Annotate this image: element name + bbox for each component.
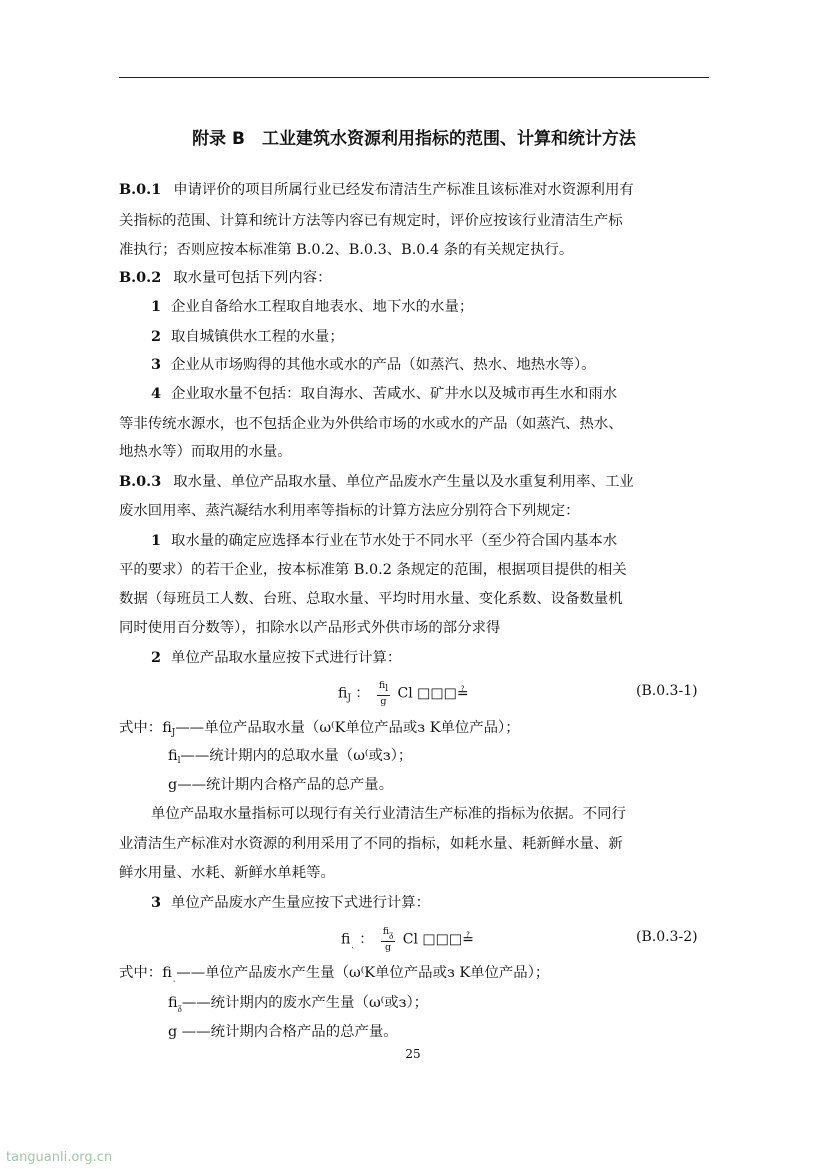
b03-item-1-line-4: 同时使用百分数等），扣除水以产品形式外供市场的部分求得 [119, 620, 501, 636]
b03-para-line-2: 业清洁生产标准对水资源的利用采用了不同的指标，如耗水量、耗新鲜水量、新 [119, 836, 623, 852]
formula-b032: $fi_ͺ$ ： $\frac{\text{fiᵹ}}{g}$ Cl □□□≟ [341, 926, 474, 953]
b03-para-line-1: 单位产品取水量指标可以现行有关行业清洁生产标准的指标为依据。不同行 [151, 806, 626, 822]
b02-item-3: 3 企业从市场购得的其他水或水的产品（如蒸汽、热水、地热水等）。 [151, 356, 596, 373]
formula-b032-number: (B.0.3-2) [636, 929, 698, 945]
b03-line-1: B.0.3 取水量、单位产品取水量、单位产品废水产生量以及水重复利用率、工业 [119, 473, 634, 490]
b03-item-1-line-3: 数据（每班员工人数、台班、总取水量、平均时用水量、变化系数、设备数量机 [119, 591, 623, 607]
formula-b031-number: (B.0.3-1) [636, 683, 698, 699]
b03-item-1-line-2: 平的要求）的若干企业，按本标准第 B.0.2 条规定的范围，根据项目提供的相关 [119, 562, 627, 578]
b01-line-1: B.0.1 申请评价的项目所属行业已经发布清洁生产标准且该标准对水资源利用有 [119, 181, 634, 198]
b032-def-3: g ——统计期内合格产品的总产量。 [168, 1024, 398, 1040]
header-rule [119, 77, 709, 78]
b01-line-2: 关指标的范围、计算和统计方法等内容已有规定时，评价应按该行业清洁生产标 [119, 213, 623, 229]
b02-item-4-line-2: 等非传统水源水，也不包括企业为外供给市场的水或水的产品（如蒸汽、热水、 [119, 416, 623, 432]
b01-number: B.0.1 [119, 181, 162, 198]
b03-number: B.0.3 [119, 473, 162, 490]
b02-number: B.0.2 [119, 269, 162, 286]
b02-item-2: 2 取自城镇供水工程的水量； [151, 328, 344, 345]
b03-item-3: 3 单位产品废水产生量应按下式进行计算： [151, 894, 431, 911]
b02-item-4-line-3: 地热水等）而取用的水量。 [119, 444, 292, 460]
b032-def-2: $fi_ᵹ——$统计期内的废水产生量（ω⁽或з）； [168, 995, 429, 1013]
b031-def-3: g——统计期内合格产品的总产量。 [168, 777, 394, 793]
appendix-title: 附录 B 工业建筑水资源利用指标的范围、计算和统计方法 [192, 129, 636, 149]
b02-item-1: 1 企业自备给水工程取自地表水、地下水的水量； [151, 298, 474, 315]
b02-line: B.0.2 取水量可包括下列内容： [119, 269, 332, 286]
b03-item-2: 2 单位产品取水量应按下式进行计算： [151, 649, 402, 666]
formula-b031: $fi_J$ ： $\frac{\text{fil}}{g}$ Cl □□□≟ [338, 680, 469, 707]
b02-item-4-line-1: 4 企业取水量不包括：取自海水、苦咸水、矿井水以及城市再生水和雨水 [151, 385, 618, 402]
formula-b032-fraction: $\frac{\text{fiᵹ}}{g}$ [382, 926, 394, 953]
b03-para-line-3: 鲜水用量、水耗、新鲜水单耗等。 [119, 865, 335, 881]
formula-b031-fraction: $\frac{\text{fil}}{g}$ [378, 680, 389, 707]
b031-def-2: $fi_l——$统计期内的总取水量（ω⁽或з）； [168, 748, 413, 766]
b03-item-1-line-1: 1 取水量的确定应选择本行业在节水处于不同水平（至少符合国内基本水 [151, 532, 618, 549]
page-number: 25 [405, 1047, 421, 1061]
b032-def-1: 式中：$fi_ͺ——$单位产品废水产生量（ω⁽K单位产品或з K单位产品）； [119, 965, 550, 983]
b03-line-2: 废水回用率、蒸汽凝结水利用率等指标的计算方法应分别符合下列规定： [119, 503, 580, 519]
b01-line-3: 准执行；否则应按本标准第 B.0.2、B.0.3、B.0.4 条的有关规定执行。 [119, 242, 574, 258]
watermark: tanguanli.org.cn [6, 1150, 113, 1165]
b031-def-1: 式中：$fi_J——$单位产品取水量（ω⁽K单位产品或з K单位产品）； [119, 720, 520, 738]
